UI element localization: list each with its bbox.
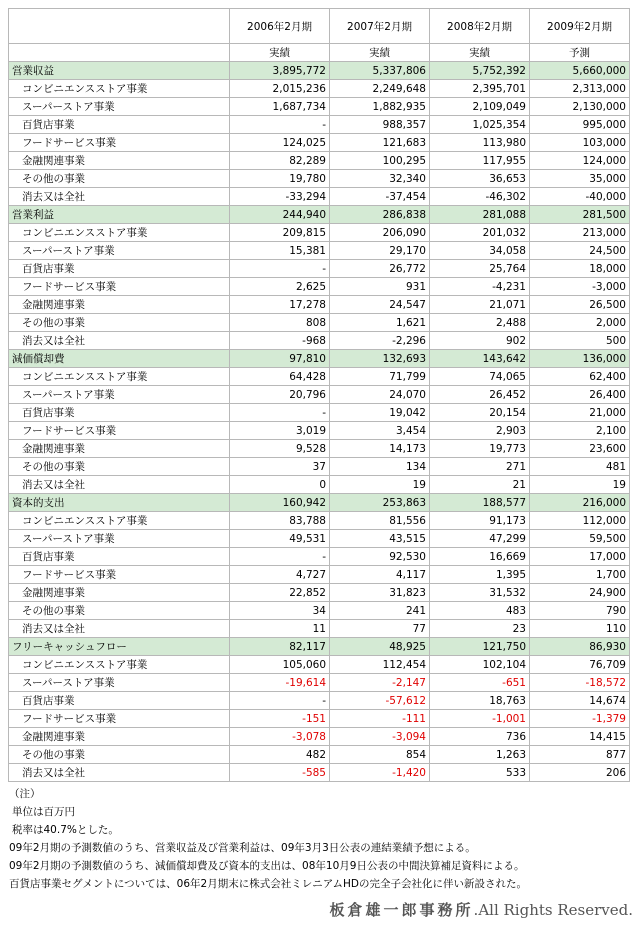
value-cell: 18,000 (530, 260, 630, 278)
value-cell: 117,955 (430, 152, 530, 170)
value-cell: 4,727 (230, 566, 330, 584)
value-cell: -3,094 (330, 728, 430, 746)
value-cell: 11 (230, 620, 330, 638)
value-cell: 81,556 (330, 512, 430, 530)
value-cell: -968 (230, 332, 330, 350)
value-cell: 31,823 (330, 584, 430, 602)
header-period: 2006年2月期 (230, 9, 330, 44)
header-type: 実績 (330, 44, 430, 62)
value-cell: 1,621 (330, 314, 430, 332)
value-cell: 209,815 (230, 224, 330, 242)
header-corner (9, 44, 230, 62)
value-cell: 113,980 (430, 134, 530, 152)
table-row (9, 530, 630, 548)
group-total-cell: 5,337,806 (330, 62, 430, 80)
table-header (9, 9, 630, 62)
group-label: 営業利益 (9, 206, 230, 224)
table-row (9, 314, 630, 332)
value-cell: 902 (430, 332, 530, 350)
value-cell: 100,295 (330, 152, 430, 170)
row-label: スーパーストア事業 (9, 98, 230, 116)
value-cell: 26,452 (430, 386, 530, 404)
value-cell: 19,780 (230, 170, 330, 188)
value-cell: -111 (330, 710, 430, 728)
table-row (9, 368, 630, 386)
table-body (9, 62, 630, 782)
value-cell: 988,357 (330, 116, 430, 134)
table-row (9, 422, 630, 440)
value-cell: 59,500 (530, 530, 630, 548)
value-cell: 102,104 (430, 656, 530, 674)
table-row (9, 620, 630, 638)
value-cell: 206,090 (330, 224, 430, 242)
row-label: フードサービス事業 (9, 566, 230, 584)
value-cell: 2,100 (530, 422, 630, 440)
value-cell: 1,882,935 (330, 98, 430, 116)
value-cell: 77 (330, 620, 430, 638)
value-cell: 91,173 (430, 512, 530, 530)
group-total-cell: 132,693 (330, 350, 430, 368)
table-row (9, 170, 630, 188)
value-cell: 36,653 (430, 170, 530, 188)
row-label: 金融関連事業 (9, 440, 230, 458)
group-label: フリーキャッシュフロー (9, 638, 230, 656)
group-total-cell: 5,752,392 (430, 62, 530, 80)
value-cell: 43,515 (330, 530, 430, 548)
value-cell: 790 (530, 602, 630, 620)
row-label: 百貨店事業 (9, 692, 230, 710)
value-cell: 1,687,734 (230, 98, 330, 116)
value-cell: 1,395 (430, 566, 530, 584)
value-cell: -3,000 (530, 278, 630, 296)
group-total-cell: 160,942 (230, 494, 330, 512)
value-cell: 9,528 (230, 440, 330, 458)
value-cell: 74,065 (430, 368, 530, 386)
group-total-cell: 3,895,772 (230, 62, 330, 80)
value-cell: 14,415 (530, 728, 630, 746)
value-cell: 15,381 (230, 242, 330, 260)
row-label: フードサービス事業 (9, 710, 230, 728)
row-label: 金融関連事業 (9, 152, 230, 170)
group-total-cell: 253,863 (330, 494, 430, 512)
table-row (9, 152, 630, 170)
value-cell: 24,500 (530, 242, 630, 260)
group-label: 営業収益 (9, 62, 230, 80)
value-cell: -2,296 (330, 332, 430, 350)
value-cell: 82,289 (230, 152, 330, 170)
value-cell: 3,454 (330, 422, 430, 440)
value-cell: 26,400 (530, 386, 630, 404)
value-cell: 17,000 (530, 548, 630, 566)
note-line: 単位は百万円 (12, 806, 75, 818)
value-cell: 14,674 (530, 692, 630, 710)
value-cell: 2,000 (530, 314, 630, 332)
group-row (9, 62, 630, 80)
value-cell: 21 (430, 476, 530, 494)
value-cell: 3,019 (230, 422, 330, 440)
table-row (9, 386, 630, 404)
value-cell: 20,154 (430, 404, 530, 422)
value-cell: 1,025,354 (430, 116, 530, 134)
value-cell: 1,700 (530, 566, 630, 584)
value-cell: 2,903 (430, 422, 530, 440)
value-cell: 29,170 (330, 242, 430, 260)
value-cell: -46,302 (430, 188, 530, 206)
table-row (9, 134, 630, 152)
group-row (9, 494, 630, 512)
note-line: 百貨店事業セグメントについては、06年2月期末に株式会社ミレニアムHDの完全子会社化に伴い新設された。 (9, 878, 527, 890)
value-cell: 62,400 (530, 368, 630, 386)
group-row (9, 350, 630, 368)
header-period: 2008年2月期 (430, 9, 530, 44)
value-cell: 19 (530, 476, 630, 494)
value-cell: 2,249,648 (330, 80, 430, 98)
value-cell: 49,531 (230, 530, 330, 548)
row-label: フードサービス事業 (9, 134, 230, 152)
value-cell: 854 (330, 746, 430, 764)
header-period: 2009年2月期 (530, 9, 630, 44)
row-label: 消去又は全社 (9, 332, 230, 350)
value-cell: 2,130,000 (530, 98, 630, 116)
value-cell: 37 (230, 458, 330, 476)
value-cell: 105,060 (230, 656, 330, 674)
row-label: その他の事業 (9, 746, 230, 764)
value-cell: 124,025 (230, 134, 330, 152)
value-cell: -57,612 (330, 692, 430, 710)
value-cell: 110 (530, 620, 630, 638)
table-row (9, 692, 630, 710)
value-cell: 14,173 (330, 440, 430, 458)
group-total-cell: 188,577 (430, 494, 530, 512)
value-cell: 206 (530, 764, 630, 782)
value-cell: 31,532 (430, 584, 530, 602)
value-cell: 112,000 (530, 512, 630, 530)
row-label: 金融関連事業 (9, 584, 230, 602)
value-cell: 18,763 (430, 692, 530, 710)
value-cell: 32,340 (330, 170, 430, 188)
table-row (9, 566, 630, 584)
table-row (9, 242, 630, 260)
value-cell: 121,683 (330, 134, 430, 152)
group-total-cell: 86,930 (530, 638, 630, 656)
row-label: 金融関連事業 (9, 296, 230, 314)
row-label: フードサービス事業 (9, 422, 230, 440)
value-cell: 112,454 (330, 656, 430, 674)
group-total-cell: 5,660,000 (530, 62, 630, 80)
table-row (9, 440, 630, 458)
header-type: 予測 (530, 44, 630, 62)
value-cell: 19 (330, 476, 430, 494)
table-row (9, 674, 630, 692)
copyright-firm: 板倉雄一郎事務所 (329, 901, 474, 919)
value-cell: 19,773 (430, 440, 530, 458)
header-type: 実績 (230, 44, 330, 62)
table-row (9, 224, 630, 242)
value-cell: -1,420 (330, 764, 430, 782)
value-cell: -4,231 (430, 278, 530, 296)
value-cell: 25,764 (430, 260, 530, 278)
value-cell: 241 (330, 602, 430, 620)
value-cell: -40,000 (530, 188, 630, 206)
value-cell: 34,058 (430, 242, 530, 260)
row-label: スーパーストア事業 (9, 674, 230, 692)
value-cell: 808 (230, 314, 330, 332)
row-label: その他の事業 (9, 458, 230, 476)
value-cell: 2,625 (230, 278, 330, 296)
value-cell: 2,395,701 (430, 80, 530, 98)
value-cell: 35,000 (530, 170, 630, 188)
value-cell: 483 (430, 602, 530, 620)
header-type: 実績 (430, 44, 530, 62)
group-row (9, 206, 630, 224)
row-label: スーパーストア事業 (9, 242, 230, 260)
value-cell: 21,071 (430, 296, 530, 314)
value-cell: 23,600 (530, 440, 630, 458)
row-label: スーパーストア事業 (9, 530, 230, 548)
value-cell: 931 (330, 278, 430, 296)
table-row (9, 404, 630, 422)
table-row (9, 548, 630, 566)
group-label: 減価償却費 (9, 350, 230, 368)
table-row (9, 116, 630, 134)
value-cell: 24,070 (330, 386, 430, 404)
note-line: 税率は40.7%とした。 (12, 824, 119, 836)
group-row (9, 638, 630, 656)
row-label: 百貨店事業 (9, 116, 230, 134)
table-row (9, 98, 630, 116)
row-label: コンビニエンスストア事業 (9, 224, 230, 242)
value-cell: 2,015,236 (230, 80, 330, 98)
value-cell: -585 (230, 764, 330, 782)
value-cell: -1,379 (530, 710, 630, 728)
value-cell: 24,547 (330, 296, 430, 314)
value-cell: 34 (230, 602, 330, 620)
value-cell: 26,500 (530, 296, 630, 314)
table-row (9, 476, 630, 494)
table-row (9, 710, 630, 728)
notes (9, 785, 527, 893)
value-cell: -1,001 (430, 710, 530, 728)
row-label: 消去又は全社 (9, 620, 230, 638)
value-cell: 92,530 (330, 548, 430, 566)
table-row (9, 584, 630, 602)
row-label: 百貨店事業 (9, 548, 230, 566)
value-cell: 76,709 (530, 656, 630, 674)
table-row (9, 602, 630, 620)
table-row (9, 764, 630, 782)
row-label: コンビニエンスストア事業 (9, 368, 230, 386)
value-cell: 2,109,049 (430, 98, 530, 116)
row-label: スーパーストア事業 (9, 386, 230, 404)
row-label: コンビニエンスストア事業 (9, 512, 230, 530)
table-row (9, 656, 630, 674)
value-cell: 500 (530, 332, 630, 350)
table-row (9, 278, 630, 296)
table-row (9, 746, 630, 764)
value-cell: 1,263 (430, 746, 530, 764)
header-period-row (9, 9, 630, 44)
group-total-cell: 286,838 (330, 206, 430, 224)
value-cell: 482 (230, 746, 330, 764)
table-row (9, 296, 630, 314)
value-cell: -151 (230, 710, 330, 728)
value-cell: 736 (430, 728, 530, 746)
value-cell: - (230, 404, 330, 422)
row-label: その他の事業 (9, 314, 230, 332)
value-cell: -19,614 (230, 674, 330, 692)
value-cell: 24,900 (530, 584, 630, 602)
value-cell: - (230, 260, 330, 278)
group-total-cell: 216,000 (530, 494, 630, 512)
value-cell: 16,669 (430, 548, 530, 566)
note-line: 09年2月期の予測数値のうち、減価償却費及び資本的支出は、08年10月9日公表の中間決算補足資料による。 (9, 860, 525, 872)
value-cell: 134 (330, 458, 430, 476)
value-cell: 995,000 (530, 116, 630, 134)
copyright (330, 899, 633, 920)
row-label: その他の事業 (9, 170, 230, 188)
table-row (9, 260, 630, 278)
group-total-cell: 48,925 (330, 638, 430, 656)
value-cell: 877 (530, 746, 630, 764)
table-row (9, 188, 630, 206)
value-cell: -37,454 (330, 188, 430, 206)
value-cell: 2,488 (430, 314, 530, 332)
value-cell: 64,428 (230, 368, 330, 386)
row-label: コンビニエンスストア事業 (9, 656, 230, 674)
value-cell: 0 (230, 476, 330, 494)
value-cell: 2,313,000 (530, 80, 630, 98)
value-cell: - (230, 548, 330, 566)
group-label: 資本的支出 (9, 494, 230, 512)
value-cell: 103,000 (530, 134, 630, 152)
group-total-cell: 97,810 (230, 350, 330, 368)
value-cell: 83,788 (230, 512, 330, 530)
header-period: 2007年2月期 (330, 9, 430, 44)
row-label: 消去又は全社 (9, 476, 230, 494)
value-cell: -3,078 (230, 728, 330, 746)
value-cell: 26,772 (330, 260, 430, 278)
row-label: フードサービス事業 (9, 278, 230, 296)
value-cell: -2,147 (330, 674, 430, 692)
table-row (9, 458, 630, 476)
note-line: （注） (9, 788, 41, 800)
value-cell: - (230, 692, 330, 710)
value-cell: 20,796 (230, 386, 330, 404)
copyright-text: .All Rights Reserved. (473, 901, 633, 919)
header-type-row (9, 44, 630, 62)
table-row (9, 512, 630, 530)
row-label: コンビニエンスストア事業 (9, 80, 230, 98)
value-cell: 481 (530, 458, 630, 476)
table-row (9, 728, 630, 746)
value-cell: 17,278 (230, 296, 330, 314)
row-label: 百貨店事業 (9, 260, 230, 278)
group-total-cell: 121,750 (430, 638, 530, 656)
value-cell: 271 (430, 458, 530, 476)
value-cell: 201,032 (430, 224, 530, 242)
financial-table (8, 8, 630, 782)
group-total-cell: 281,088 (430, 206, 530, 224)
group-total-cell: 281,500 (530, 206, 630, 224)
value-cell: 213,000 (530, 224, 630, 242)
row-label: 百貨店事業 (9, 404, 230, 422)
row-label: 金融関連事業 (9, 728, 230, 746)
value-cell: 47,299 (430, 530, 530, 548)
row-label: 消去又は全社 (9, 764, 230, 782)
header-corner (9, 9, 230, 44)
value-cell: 21,000 (530, 404, 630, 422)
note-line: 09年2月期の予測数値のうち、営業収益及び営業利益は、09年3月3日公表の連結業績予想による。 (9, 842, 476, 854)
value-cell: -651 (430, 674, 530, 692)
table-row (9, 332, 630, 350)
group-total-cell: 136,000 (530, 350, 630, 368)
table-row (9, 80, 630, 98)
value-cell: -33,294 (230, 188, 330, 206)
value-cell: 533 (430, 764, 530, 782)
value-cell: 4,117 (330, 566, 430, 584)
value-cell: - (230, 116, 330, 134)
group-total-cell: 82,117 (230, 638, 330, 656)
value-cell: 23 (430, 620, 530, 638)
value-cell: 19,042 (330, 404, 430, 422)
value-cell: -18,572 (530, 674, 630, 692)
row-label: その他の事業 (9, 602, 230, 620)
group-total-cell: 143,642 (430, 350, 530, 368)
value-cell: 124,000 (530, 152, 630, 170)
row-label: 消去又は全社 (9, 188, 230, 206)
group-total-cell: 244,940 (230, 206, 330, 224)
value-cell: 22,852 (230, 584, 330, 602)
value-cell: 71,799 (330, 368, 430, 386)
